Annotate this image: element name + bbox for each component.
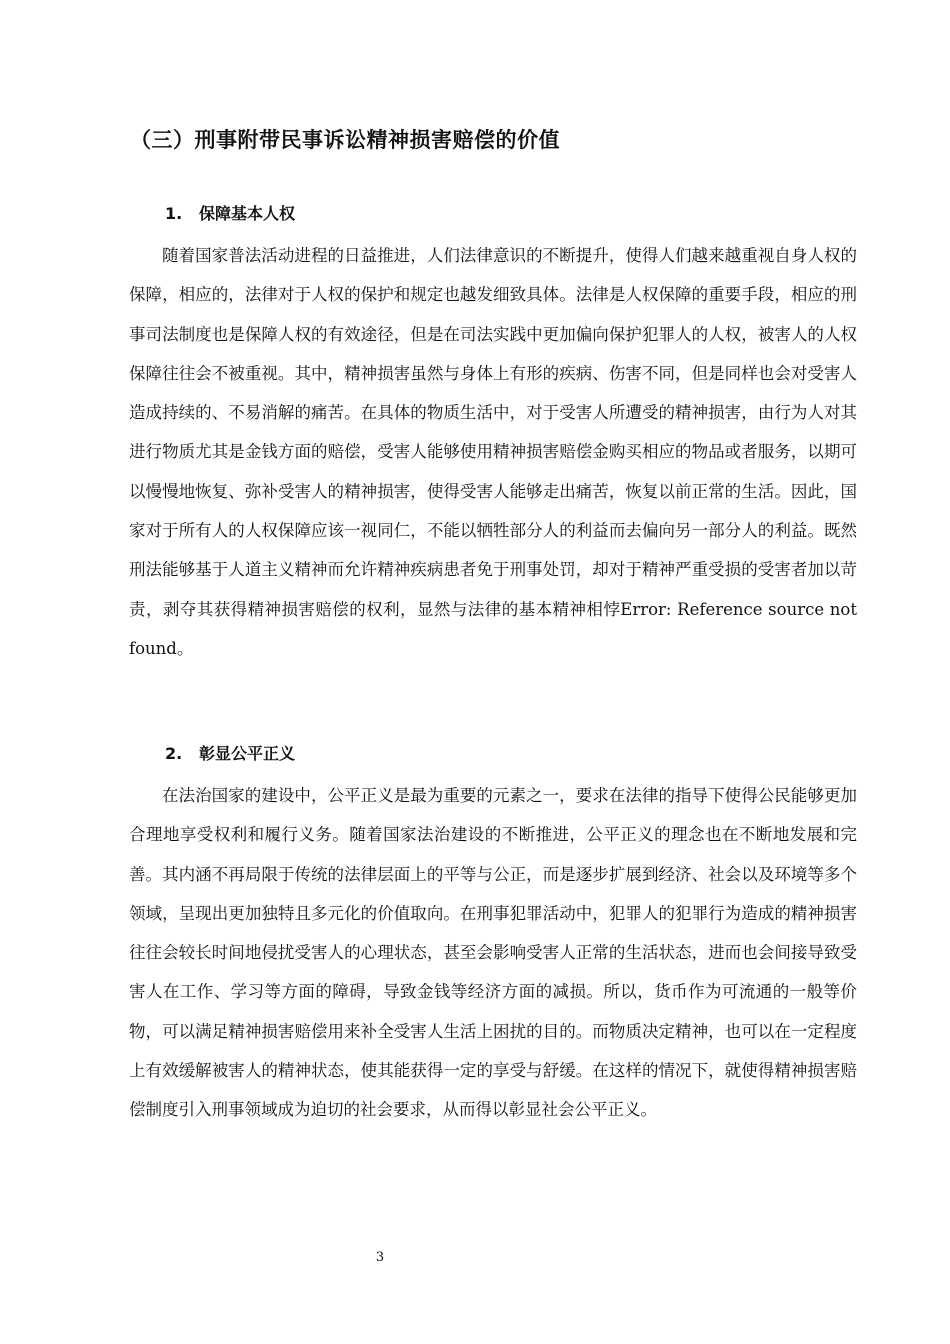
subsection-heading-2 <box>165 741 295 764</box>
subsection-heading-1 <box>165 201 295 224</box>
subsection-number-2: 2. <box>165 744 183 763</box>
subsection-title-1: 保障基本人权 <box>199 204 296 223</box>
subsection-title-2: 彰显公平正义 <box>199 744 296 763</box>
subsection-number-1: 1. <box>165 204 183 223</box>
page-number: 3 <box>375 1250 385 1265</box>
paragraph-2: 在法治国家的建设中，公平正义是最为重要的元素之一，要求在法律的指导下使得公民能够更加合理地享受权利和履行义务。随着国家法治建设的不断推进，公平正义的理念也在不断地发展和完善。其内涵不再局限于传统的法律层面上的平等与公正，而是逐步扩展到经济、社会以及环境等多个领域，呈现出更加独特且多元化的价值取向。在刑事犯罪活动中，犯罪人的犯罪行为造成的精神损害往往会较长时间地侵扰受害人的心理状态，甚至会影响受害人正常的生活状态，进而也会间接导致受害人在工作、学习等方面的障碍，导致金钱等经济方面的减损。所以，货币作为可流通的一般等价物，可以满足精神损害赔偿用来补全受害人生活上困扰的目的。而物质决定精神，也可以在一定程度上有效缓解被害人的精神状态，使其能获得一定的享受与舒缓。在这样的情况下，就使得精神损害赔偿制度引入刑事领域成为迫切的社会要求，从而得以彰显社会公平正义。 <box>129 786 857 1120</box>
paragraph-1: 随着国家普法活动进程的日益推进，人们法律意识的不断提升，使得人们越来越重视自身人权的保障，相应的，法律对于人权的保护和规定也越发细致具体。法律是人权保障的重要手段，相应的刑事司法制度也是保障人权的有效途径，但是在司法实践中更加偏向保护犯罪人的人权，被害人的人权保障往往会不被重视。其中，精神损害虽然与身体上有形的疾病、伤害不同，但是同样也会对受害人造成持续的、不易消解的痛苦。在具体的物质生活中，对于受害人所遭受的精神损害，由行为人对其进行物质尤其是金钱方面的赔偿，受害人能够使用精神损害赔偿金购买相应的物品或者服务，以期可以慢慢地恢复、弥补受害人的精神损害，使得受害人能够走出痛苦，恢复以前正常的生活。因此，国家对于所有人的人权保障应该一视同仁，不能以牺牲部分人的利益而去偏向另一部分人的利益。既然刑法能够基于人道主义精神而允许精神疾病患者免于刑事处罚，却对于精神严重受损的受害者加以苛责，剥夺其获得精神损害赔偿的权利，显然与法律的基本精神相悖Error: Reference source not found。 <box>129 246 857 658</box>
section-title: （三）刑事附带民事诉讼精神损害赔偿的价值 <box>130 128 560 152</box>
